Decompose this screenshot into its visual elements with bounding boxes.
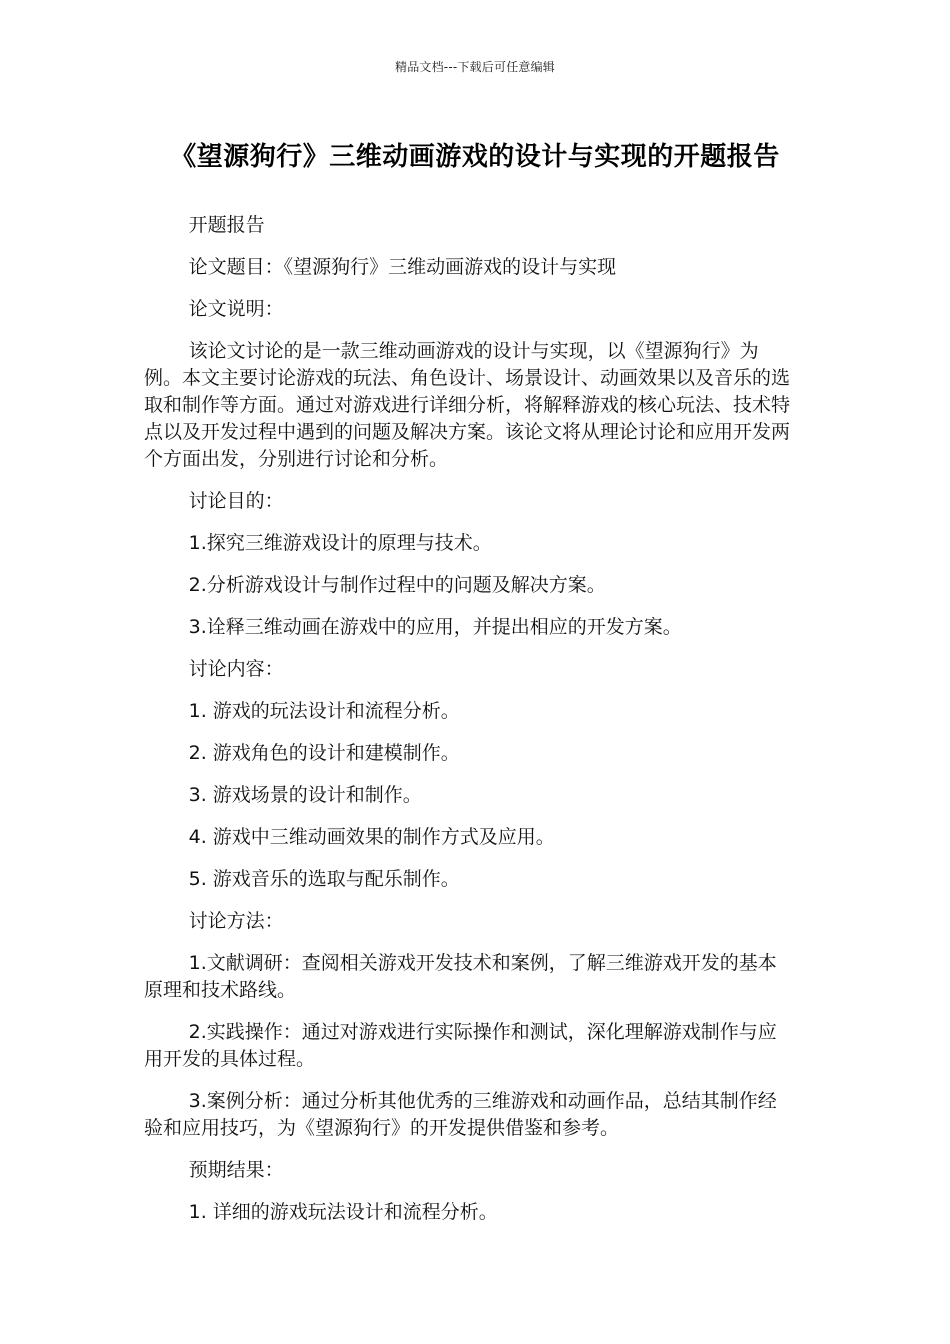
- paragraph-content-item: 5. 游戏音乐的选取与配乐制作。: [188, 868, 460, 890]
- paragraph-purpose-label: 讨论目的：: [188, 490, 284, 512]
- header-note: 精品文档---下载后可任意编辑: [395, 60, 555, 74]
- paragraph-purpose-item: 1.探究三维游戏设计的原理与技术。: [188, 532, 492, 554]
- paragraph-method-item: 3.案例分析：通过分析其他优秀的三维游戏和动画作品，总结其制作经验和应用技巧，为《望源狗行》的开发提供借鉴和参考。: [144, 1090, 777, 1139]
- paragraph-content-label: 讨论内容：: [188, 658, 284, 680]
- document-body: [144, 212, 794, 1241]
- paragraph-content-item: 1. 游戏的玩法设计和流程分析。: [188, 700, 460, 722]
- paragraph-results-item: 1. 详细的游戏玩法设计和流程分析。: [188, 1201, 498, 1223]
- paragraph-thesis-title: 论文题目：《望源狗行》三维动画游戏的设计与实现: [188, 256, 617, 278]
- paragraph-method-item: 1.文献调研：查阅相关游戏开发技术和案例，了解三维游戏开发的基本原理和技术路线。: [144, 952, 777, 1001]
- paragraph-results-label: 预期结果：: [188, 1159, 284, 1181]
- paragraph-purpose-item: 2.分析游戏设计与制作过程中的问题及解决方案。: [188, 574, 606, 596]
- paragraph-content-item: 4. 游戏中三维动画效果的制作方式及应用。: [188, 826, 555, 848]
- paragraph-thesis-description-label: 论文说明：: [188, 298, 284, 320]
- paragraph-thesis-description: 该论文讨论的是一款三维动画游戏的设计与实现，以《望源狗行》为例。本文主要讨论游戏的玩法、角色设计、场景设计、动画效果以及音乐的选取和制作等方面。通过对游戏进行详细分析，将解释游戏的核心玩法、技术特点以及开发过程中遇到的问题及解决方案。该论文将从理论讨论和应用开发两个方面出发，分别进行讨论和分析。: [144, 340, 791, 470]
- paragraph-content-item: 3. 游戏场景的设计和制作。: [188, 784, 422, 806]
- paragraph-report-label: 开题报告: [188, 214, 265, 236]
- paragraph-method-label: 讨论方法：: [188, 910, 284, 932]
- paragraph-content-item: 2. 游戏角色的设计和建模制作。: [188, 742, 460, 764]
- paragraph-purpose-item: 3.诠释三维动画在游戏中的应用，并提出相应的开发方案。: [188, 616, 682, 638]
- paragraph-method-item: 2.实践操作：通过对游戏进行实际操作和测试，深化理解游戏制作与应用开发的具体过程。: [144, 1021, 777, 1070]
- document-title: 《望源狗行》三维动画游戏的设计与实现的开题报告: [170, 142, 780, 172]
